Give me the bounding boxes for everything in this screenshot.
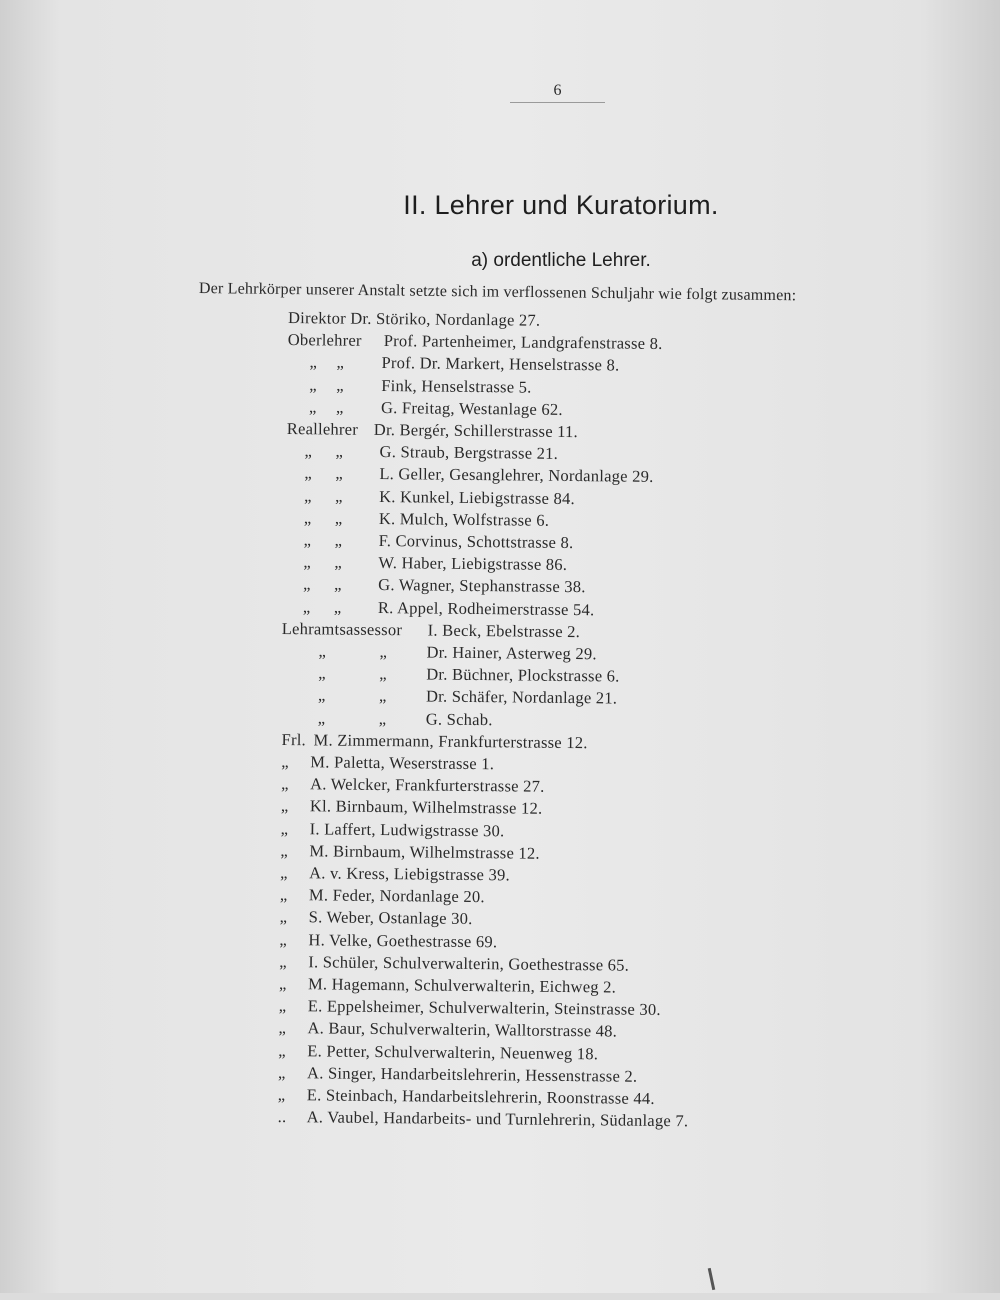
entry-title: „ (309, 374, 317, 394)
entry-text: E. Petter, Schulverwalterin, Neuenweg 18. (307, 1040, 599, 1063)
section-title: II. Lehrer und Kuratorium. (403, 190, 719, 220)
entry-text: R. Appel, Rodheimerstrasse 54. (377, 597, 595, 619)
entry-title: „ (304, 441, 313, 461)
entry-text: M. Hagemann, Schulverwalterin, Eichweg 2. (307, 974, 617, 997)
entry-title: „ (279, 951, 287, 971)
section-subtitle: a) ordentliche Lehrer. (471, 250, 651, 271)
entry-title: „ (318, 641, 326, 661)
entry-ditto: „ (333, 597, 342, 617)
entry-ditto: „ (334, 574, 342, 594)
entry-title: Reallehrer (286, 419, 359, 439)
entry-ditto: „ (336, 352, 344, 373)
entry-title: Frl. (281, 729, 307, 750)
entry-title: Lehramtsassessor (281, 618, 403, 640)
entry-text: K. Mulch, Wolfstrasse 6. (378, 508, 550, 530)
entry-title: „ (280, 796, 289, 816)
entry-title: „ (279, 885, 288, 905)
entry-title: „ (279, 929, 287, 949)
entry-text: G. Wagner, Stephanstrasse 38. (378, 575, 586, 597)
entry-title: „ (278, 1040, 286, 1060)
entry-text: M. Paletta, Weserstrasse 1. (310, 752, 495, 774)
entry-text: S. Weber, Ostanlage 30. (308, 907, 473, 929)
entry-text: G. Schab. (425, 709, 493, 729)
entry-text: E. Steinbach, Handarbeitslehrerin, Roonstrasse 44. (306, 1085, 655, 1108)
entry-ditto: „ (378, 686, 387, 706)
entry-ditto: „ (334, 552, 342, 572)
intro-paragraph: Der Lehrkörper unserer Anstalt setzte sich im verflossenen Schuljahr wie folgt zusammen: (198, 280, 797, 305)
entry-title: .. (277, 1107, 287, 1127)
entry-text: A. Baur, Schulverwalterin, Walltorstrasse 48. (307, 1018, 618, 1041)
entry-ditto: „ (335, 486, 343, 506)
entry-ditto: „ (379, 642, 387, 662)
entry-ditto: „ (334, 508, 343, 528)
entry-text: Dr. Büchner, Plockstrasse 6. (426, 664, 620, 686)
entry-text: A. Singer, Handarbeitslehrerin, Hessenstrasse 2. (307, 1063, 638, 1086)
entry-text: W. Haber, Liebigstrasse 86. (378, 553, 568, 575)
entry-title: „ (303, 552, 311, 572)
entry-title: „ (280, 840, 288, 860)
entry-text: F. Corvinus, Schottstrasse 8. (378, 530, 574, 553)
entry-ditto: „ (335, 441, 344, 461)
entry-title: „ (302, 596, 311, 616)
entry-text: K. Kunkel, Liebigstrasse 84. (379, 486, 576, 508)
entry-text: G. Freitag, Westanlage 62. (380, 397, 563, 419)
entry-title: „ (303, 530, 312, 550)
entry-text: Dr. Schäfer, Nordanlage 21. (425, 686, 618, 708)
page-number: 6 (510, 82, 605, 103)
entry-ditto: „ (335, 463, 343, 484)
entry-title: „ (280, 818, 289, 838)
entry-text: Dr. Hainer, Asterweg 29. (426, 642, 597, 664)
entry-title: „ (278, 1062, 286, 1082)
entry-text: I. Beck, Ebelstrasse 2. (427, 620, 581, 641)
entry-text: A. Vaubel, Handarbeits- und Turnlehrerin, Südanlage 7. (306, 1107, 689, 1131)
entry-text: Prof. Dr. Markert, Henselstrasse 8. (381, 353, 620, 375)
entry-ditto: „ (378, 708, 387, 728)
entry-title: „ (303, 574, 311, 594)
entry-text: H. Velke, Goethestrasse 69. (308, 929, 498, 951)
entry-title: „ (318, 663, 326, 683)
entry-ditto: „ (379, 664, 387, 684)
entry-title: „ (281, 751, 289, 772)
entry-ditto: „ (336, 375, 344, 395)
entry-title: „ (303, 508, 312, 528)
entry-ditto: „ (334, 530, 343, 550)
entry-text: L. Geller, Gesanglehrer, Nordanlage 29. (379, 464, 654, 487)
entry-text: G. Straub, Bergstrasse 21. (379, 442, 559, 464)
entry-title: „ (278, 1018, 286, 1038)
entry-title: „ (280, 862, 288, 883)
entry-text: A. v. Kress, Liebigstrasse 39. (309, 863, 511, 885)
entry-title: „ (317, 685, 326, 705)
entry-text: Prof. Partenheimer, Landgrafenstrasse 8. (383, 331, 663, 354)
entry-title: „ (309, 352, 317, 372)
entry-text: Kl. Birnbaum, Wilhelmstrasse 12. (309, 796, 543, 819)
entry-text: Fink, Henselstrasse 5. (381, 375, 532, 397)
entry-title: „ (281, 774, 289, 794)
entry-text: E. Eppelsheimer, Schulverwalterin, Steinstrasse 30. (307, 996, 661, 1020)
entry-text: I. Schüler, Schulverwalterin, Goethestrasse 65. (308, 952, 630, 975)
entry-text: I. Laffert, Ludwigstrasse 30. (309, 818, 505, 840)
entry-title: „ (278, 973, 287, 994)
entry-ditto: „ (335, 397, 344, 417)
entry-text: Dr. Bergér, Schillerstrasse 11. (373, 419, 579, 442)
entry-title: „ (304, 485, 312, 505)
entry-title: „ (278, 996, 287, 1016)
entry-title: Direktor Dr. Störiko, Nordanlage 27. (287, 308, 541, 330)
entry-text: M. Birnbaum, Wilhelmstrasse 12. (309, 841, 540, 863)
entry-title: „ (317, 707, 326, 728)
entry-text: M. Feder, Nordanlage 20. (308, 885, 485, 907)
entry-title: „ (308, 397, 317, 417)
entry-title: „ (304, 463, 312, 483)
entry-text: A. Welcker, Frankfurterstrasse 27. (310, 774, 545, 796)
entry-text: M. Zimmermann, Frankfurterstrasse 12. (313, 730, 588, 752)
entry-title: Oberlehrer (287, 330, 362, 350)
entry-title: „ (279, 907, 288, 927)
entry-title: „ (277, 1084, 286, 1105)
